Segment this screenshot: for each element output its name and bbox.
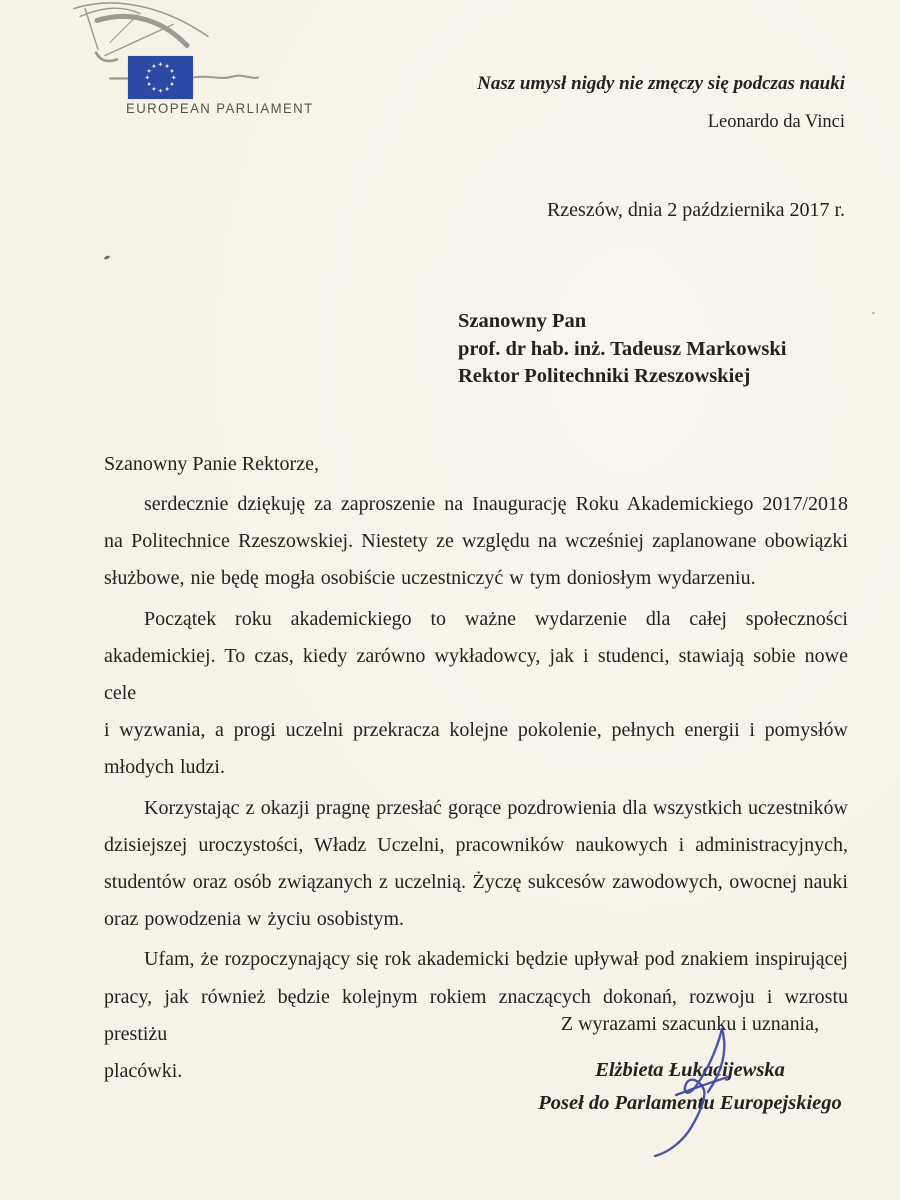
signer-title: Poseł do Parlamentu Europejskiego	[538, 1092, 842, 1114]
body-line: na Politechnice Rzeszowskiej. Niestety ze względu na wcześniej zaplanowane obowiązki	[104, 530, 848, 553]
body-line: placówki.	[104, 1060, 183, 1083]
dateline: Rzeszów, dnia 2 października 2017 r.	[546, 199, 845, 221]
body-line: i wyzwania, a progi uczelni przekracza kolejne pokolenie, pełnych energii i pomysłów	[104, 719, 848, 742]
addressee-name: prof. dr hab. inż. Tadeusz Markowski	[458, 337, 787, 360]
eu-star	[165, 87, 169, 91]
eu-star	[170, 82, 174, 86]
eu-star	[165, 64, 169, 68]
eu-star	[172, 75, 176, 79]
eu-star	[158, 62, 162, 66]
valediction: Z wyrazami szacunku i uznania,	[560, 1013, 820, 1035]
body-paragraph-1	[104, 486, 848, 598]
addressee-title: Rektor Politechniki Rzeszowskiej	[458, 365, 751, 387]
flag-right-rule	[193, 76, 258, 78]
eu-star	[147, 69, 151, 73]
eu-star	[145, 75, 149, 79]
eu-flag-stars	[128, 56, 193, 99]
salutation: Szanowny Panie Rektorze,	[104, 453, 319, 475]
body-line: młodych ludzi.	[104, 756, 225, 779]
body-line: studentów oraz osób związanych z uczelnią. Życzę sukcesów zawodowych, owocnej nauki	[104, 871, 848, 894]
scan-speck	[104, 255, 111, 260]
body-paragraph-3	[104, 790, 848, 939]
body-paragraph-2	[104, 601, 848, 787]
addressee-salutation: Szanowny Pan	[458, 310, 587, 332]
eu-flag-icon	[128, 56, 193, 99]
body-line: pracy, jak również będzie kolejnym rokiem znaczących dokonań, rozwoju i wzrostu prestiżu	[104, 985, 848, 1045]
eu-star	[170, 69, 174, 73]
body-line: akademickiej. To czas, kiedy zarówno wykładowcy, jak i studenci, stawiają sobie nowe cele	[104, 644, 848, 705]
body-line: oraz powodzenia w życiu osobistym.	[104, 908, 405, 931]
body-line: służbowe, nie będę mogła osobiście uczestniczyć w tym doniosłym wydarzeniu.	[104, 567, 756, 590]
body-line: Korzystając z okazji pragnę przesłać gorące pozdrowienia dla wszystkich uczestników	[144, 796, 848, 819]
eu-star	[158, 89, 162, 93]
body-line: dzisiejszej uroczystości, Władz Uczelni, pracowników naukowych i administracyjnych,	[104, 833, 848, 856]
addressee-block	[458, 308, 786, 391]
quote-text: Nasz umysł nigdy nie zmęczy się podczas nauki	[477, 73, 845, 94]
eu-star	[152, 87, 156, 91]
scan-speck	[872, 312, 875, 314]
signature-scribble-icon	[630, 1015, 750, 1165]
signer-name: Elżbieta Łukacijewska	[595, 1059, 785, 1081]
eu-star	[147, 82, 151, 86]
body-line: serdecznie dziękuję za zaproszenie na Inaugurację Roku Akademickiego 2017/2018	[144, 493, 848, 515]
quote-author: Leonardo da Vinci	[707, 112, 845, 132]
quote-block	[345, 71, 845, 133]
eu-star	[152, 64, 156, 68]
letter-body	[104, 446, 848, 1090]
body-line: Początek roku akademickiego to ważne wydarzenie dla całej społeczności	[144, 607, 848, 630]
body-line: Ufam, że rozpoczynający się rok akademicki będzie upływał pod znakiem inspirującej	[144, 948, 848, 971]
logo-wordmark: EUROPEAN PARLIAMENT	[126, 101, 314, 116]
